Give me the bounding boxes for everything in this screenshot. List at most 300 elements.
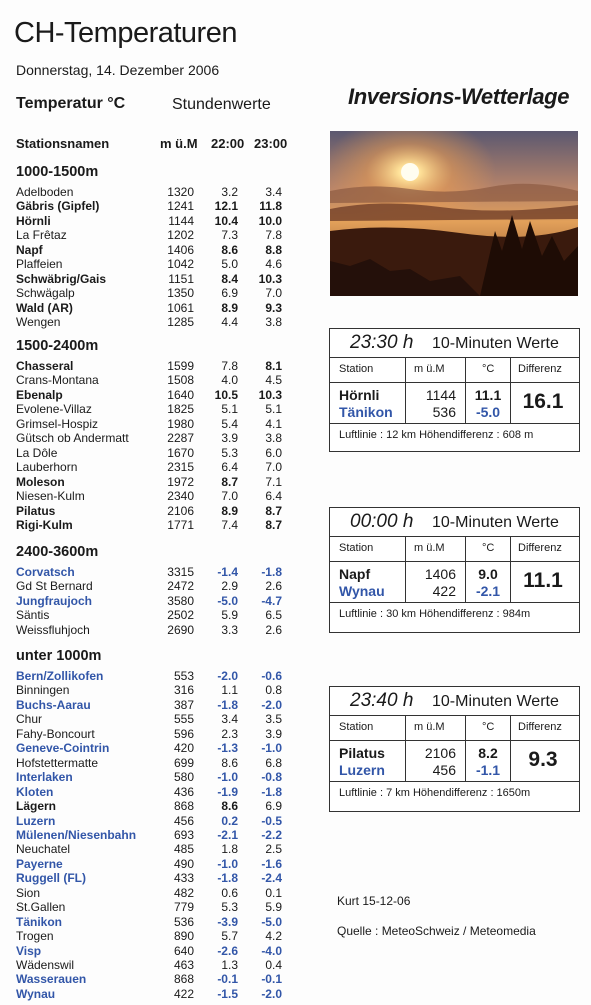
box-station-2: Tänikon — [339, 404, 393, 420]
weather-headline: Inversions-Wetterlage — [348, 84, 570, 109]
temp-22h: -2.6 — [217, 943, 238, 958]
page-title: CH-Temperaturen — [14, 17, 237, 49]
station-altitude: 2287 — [167, 431, 194, 446]
station-name: Wengen — [16, 315, 61, 330]
table-row — [0, 257, 300, 271]
table-row — [0, 770, 300, 784]
temp-23h: -5.0 — [261, 914, 282, 929]
temp-22h: 7.4 — [221, 517, 238, 532]
temp-22h: 2.9 — [221, 579, 238, 594]
temp-22h: 7.3 — [221, 228, 238, 243]
station-altitude: 1241 — [167, 199, 194, 214]
station-name: Visp — [16, 943, 42, 958]
station-name: Sion — [16, 885, 41, 900]
table-row — [0, 185, 300, 199]
temp-23h: 8.7 — [265, 503, 282, 518]
temp-22h: 5.9 — [221, 608, 238, 623]
box-difference: 9.3 — [528, 748, 558, 771]
temp-23h: -1.6 — [261, 856, 282, 871]
box-hdr-altitude: m ü.M — [414, 721, 445, 733]
station-altitude: 868 — [173, 799, 194, 814]
box-temp-2: -5.0 — [475, 404, 501, 420]
station-altitude: 779 — [173, 900, 194, 915]
table-row — [0, 402, 300, 416]
table-row — [0, 886, 300, 900]
box-station-1: Napf — [339, 566, 371, 582]
station-name: Jungfraujoch — [16, 593, 93, 608]
station-name: Bern/Zollikofen — [16, 669, 104, 683]
box-hdr-diff: Differenz — [518, 542, 562, 554]
temp-22h: 0.2 — [221, 813, 238, 828]
box-difference: 11.1 — [523, 569, 563, 592]
temp-22h: -0.1 — [217, 972, 238, 987]
table-row — [0, 301, 300, 315]
temp-23h: 0.4 — [265, 958, 282, 972]
box-label: 10-Minuten Werte — [432, 335, 559, 352]
table-row — [0, 623, 300, 637]
temp-22h: -1.0 — [217, 856, 238, 871]
temp-23h: -1.0 — [261, 741, 282, 756]
temp-23h: 8.1 — [265, 359, 282, 373]
temp-23h: -2.0 — [261, 697, 282, 712]
table-row — [0, 608, 300, 622]
temp-22h: -1.0 — [217, 770, 238, 785]
station-altitude: 485 — [173, 842, 194, 857]
box-time: 00:00 h — [350, 511, 414, 532]
table-row — [0, 243, 300, 257]
temp-22h: -1.8 — [217, 871, 238, 886]
station-name: Interlaken — [16, 770, 73, 785]
box-temp-2: -2.1 — [475, 583, 501, 599]
station-name: Napf — [16, 242, 43, 257]
table-row — [0, 431, 300, 445]
table-row — [0, 214, 300, 228]
temp-23h: -0.1 — [261, 972, 282, 987]
station-altitude: 387 — [173, 697, 194, 712]
temp-23h: -1.8 — [261, 784, 282, 799]
table-row — [0, 373, 300, 387]
station-name: Adelboden — [16, 185, 74, 199]
table-row — [0, 228, 300, 242]
station-name: Schwäbrig/Gais — [16, 271, 107, 286]
table-row — [0, 489, 300, 503]
box-footer: Luftlinie : 7 km Höhendifferenz : 1650m — [339, 787, 531, 799]
station-name: Rigi-Kulm — [16, 517, 73, 532]
temp-22h: -5.0 — [217, 593, 238, 608]
temp-22h: 4.0 — [221, 373, 238, 388]
temp-22h: 5.7 — [221, 929, 238, 944]
box-body — [330, 741, 579, 782]
station-name: Lägern — [16, 799, 57, 814]
temp-23h: 4.2 — [265, 929, 282, 944]
temp-23h: 7.8 — [265, 228, 282, 243]
temp-22h: 8.4 — [221, 271, 238, 286]
temp-23h: 3.8 — [265, 315, 282, 330]
ten-minute-box-3 — [329, 686, 580, 812]
temp-23h: 4.5 — [265, 373, 282, 388]
table-row — [0, 987, 300, 1001]
group-title: 2400-3600m — [16, 544, 99, 560]
box-altitude-2: 422 — [432, 583, 456, 599]
box-title-bar — [330, 329, 579, 358]
temp-22h: -1.5 — [217, 986, 238, 1001]
station-name: Ebenalp — [16, 387, 63, 402]
station-name: Wädenswil — [16, 958, 75, 972]
temp-23h: -0.6 — [261, 669, 282, 683]
temp-22h: 5.3 — [221, 445, 238, 460]
group-title: 1000-1500m — [16, 164, 99, 180]
station-name: Plaffeien — [16, 257, 63, 272]
temp-23h: 0.8 — [265, 683, 282, 698]
station-altitude: 640 — [173, 943, 194, 958]
temp-22h: 10.5 — [214, 387, 238, 402]
box-header-row — [330, 537, 579, 562]
station-name: Payerne — [16, 856, 63, 871]
temp-22h: 1.3 — [221, 958, 238, 972]
station-altitude: 1599 — [167, 359, 194, 373]
box-temp-1: 9.0 — [478, 566, 498, 582]
temp-23h: 3.9 — [265, 726, 282, 741]
temp-22h: 8.9 — [221, 503, 238, 518]
station-name: Fahy-Boncourt — [16, 726, 95, 741]
table-row — [0, 958, 300, 972]
box-altitude-2: 456 — [432, 762, 456, 778]
table-row — [0, 683, 300, 697]
station-altitude: 463 — [173, 958, 194, 972]
station-altitude: 1972 — [167, 474, 194, 489]
group-title: unter 1000m — [16, 648, 102, 664]
station-name: Niesen-Kulm — [16, 489, 85, 504]
temp-22h: 3.4 — [221, 712, 238, 727]
temp-23h: 6.4 — [265, 489, 282, 504]
table-row — [0, 475, 300, 489]
station-altitude: 596 — [173, 726, 194, 741]
temp-22h: 5.3 — [221, 900, 238, 915]
temp-23h: 3.4 — [265, 185, 282, 199]
station-name: Grimsel-Hospiz — [16, 416, 99, 431]
box-header-row — [330, 358, 579, 383]
station-altitude: 1406 — [167, 242, 194, 257]
station-altitude: 490 — [173, 856, 194, 871]
table-row — [0, 579, 300, 593]
table-row — [0, 388, 300, 402]
sunset-photo — [330, 131, 578, 296]
temp-23h: 3.5 — [265, 712, 282, 727]
station-altitude: 1670 — [167, 445, 194, 460]
temp-22h: 3.3 — [221, 622, 238, 637]
temp-22h: 3.2 — [221, 185, 238, 199]
box-hdr-temp: °C — [482, 542, 495, 554]
box-footer: Luftlinie : 12 km Höhendifferenz : 608 m — [339, 429, 534, 441]
temp-23h: 2.6 — [265, 622, 282, 637]
temp-22h: 8.6 — [221, 799, 238, 814]
box-hdr-altitude: m ü.M — [414, 363, 445, 375]
box-hdr-station: Station — [339, 542, 374, 554]
ten-minute-box-1 — [329, 328, 580, 452]
table-row — [0, 828, 300, 842]
table-row — [0, 698, 300, 712]
temp-23h: 4.1 — [265, 416, 282, 431]
station-altitude: 536 — [173, 914, 194, 929]
temp-23h: 6.5 — [265, 608, 282, 623]
station-altitude: 1640 — [167, 387, 194, 402]
temp-23h: 10.3 — [258, 271, 282, 286]
temperature-heading: Temperatur °C — [16, 95, 126, 112]
temp-22h: 8.6 — [221, 755, 238, 770]
station-altitude: 2315 — [167, 460, 194, 475]
box-station-1: Pilatus — [339, 745, 385, 761]
temp-23h: 2.6 — [265, 579, 282, 594]
temp-22h: -2.1 — [217, 827, 238, 842]
box-body — [330, 562, 579, 603]
temp-23h: 0.1 — [265, 885, 282, 900]
station-altitude: 420 — [173, 741, 194, 756]
author-date: Kurt 15-12-06 — [337, 894, 411, 908]
temp-23h: 7.1 — [265, 474, 282, 489]
ten-minute-box-2 — [329, 507, 580, 633]
box-station-1: Hörnli — [339, 387, 380, 403]
box-footer: Luftlinie : 30 km Höhendifferenz : 984m — [339, 608, 531, 620]
temp-23h: 5.1 — [265, 402, 282, 417]
temp-22h: 7.0 — [221, 489, 238, 504]
table-row — [0, 727, 300, 741]
table-row — [0, 842, 300, 856]
temp-23h: 5.9 — [265, 900, 282, 915]
temp-22h: 1.1 — [221, 683, 238, 698]
table-column-header — [16, 136, 296, 152]
station-name: Weissfluhjoch — [16, 622, 90, 637]
table-row — [0, 199, 300, 213]
station-altitude: 580 — [173, 770, 194, 785]
box-header-row — [330, 716, 579, 741]
temp-22h: 5.1 — [221, 402, 238, 417]
station-name: Schwägalp — [16, 286, 75, 301]
station-altitude: 1350 — [167, 286, 194, 301]
box-hdr-diff: Differenz — [518, 363, 562, 375]
table-row — [0, 272, 300, 286]
box-station-2: Luzern — [339, 762, 385, 778]
station-altitude: 1508 — [167, 373, 194, 388]
station-name: Wynau — [16, 986, 56, 1001]
table-row — [0, 504, 300, 518]
station-name: Corvatsch — [16, 565, 75, 579]
temp-22h: 6.9 — [221, 286, 238, 301]
station-altitude: 2502 — [167, 608, 194, 623]
station-name: Chasseral — [16, 359, 74, 373]
box-hdr-temp: °C — [482, 721, 495, 733]
station-name: Luzern — [16, 813, 56, 828]
hourly-values-label: Stundenwerte — [172, 96, 271, 113]
box-label: 10-Minuten Werte — [432, 693, 559, 710]
station-altitude: 868 — [173, 972, 194, 987]
temp-23h: -2.2 — [261, 827, 282, 842]
temp-23h: 7.0 — [265, 460, 282, 475]
station-name: Binningen — [16, 683, 70, 698]
station-altitude: 456 — [173, 813, 194, 828]
box-title-bar — [330, 508, 579, 537]
station-altitude: 436 — [173, 784, 194, 799]
temp-22h: -1.8 — [217, 697, 238, 712]
station-name: Trogen — [16, 929, 54, 944]
station-name: Pilatus — [16, 503, 56, 518]
temp-23h: -0.8 — [261, 770, 282, 785]
box-body — [330, 383, 579, 424]
station-altitude: 1771 — [167, 517, 194, 532]
temp-23h: 6.0 — [265, 445, 282, 460]
temp-22h: 5.0 — [221, 257, 238, 272]
station-name: Wald (AR) — [16, 300, 73, 315]
station-altitude: 433 — [173, 871, 194, 886]
station-altitude: 3315 — [167, 565, 194, 579]
station-altitude: 693 — [173, 827, 194, 842]
table-row — [0, 594, 300, 608]
temp-22h: 12.1 — [214, 199, 238, 214]
station-name: Moleson — [16, 474, 65, 489]
station-name: Wasserauen — [16, 972, 87, 987]
station-name: La Frêtaz — [16, 228, 67, 243]
temp-22h: 5.4 — [221, 416, 238, 431]
temp-22h: 4.4 — [221, 315, 238, 330]
station-altitude: 2472 — [167, 579, 194, 594]
group-title: 1500-2400m — [16, 338, 99, 354]
column-station: Stationsnamen — [16, 136, 110, 151]
temp-22h: 1.8 — [221, 842, 238, 857]
station-altitude: 422 — [173, 986, 194, 1001]
station-name: Hofstettermatte — [16, 755, 99, 770]
temp-23h: -1.8 — [261, 565, 282, 579]
temp-23h: -0.5 — [261, 813, 282, 828]
temp-22h: 10.4 — [214, 213, 238, 228]
box-hdr-station: Station — [339, 363, 374, 375]
station-altitude: 3580 — [167, 593, 194, 608]
temp-22h: 8.6 — [221, 242, 238, 257]
box-title-bar — [330, 687, 579, 716]
station-altitude: 1285 — [167, 315, 194, 330]
station-altitude: 553 — [173, 669, 194, 683]
table-row — [0, 900, 300, 914]
station-name: Ruggell (FL) — [16, 871, 86, 886]
temp-22h: -1.3 — [217, 741, 238, 756]
temp-23h: -4.0 — [261, 943, 282, 958]
temp-23h: 10.0 — [258, 213, 282, 228]
box-hdr-altitude: m ü.M — [414, 542, 445, 554]
temp-23h: 8.7 — [265, 517, 282, 532]
table-row — [0, 857, 300, 871]
station-name: St.Gallen — [16, 900, 66, 915]
station-name: Säntis — [16, 608, 50, 623]
station-altitude: 2340 — [167, 489, 194, 504]
temp-23h: 3.8 — [265, 431, 282, 446]
station-name: Gäbris (Gipfel) — [16, 199, 100, 214]
temp-23h: -2.4 — [261, 871, 282, 886]
temp-23h: 7.0 — [265, 286, 282, 301]
temp-22h: 7.8 — [221, 359, 238, 373]
station-name: Crans-Montana — [16, 373, 99, 388]
source-line: Quelle : MeteoSchweiz / Meteomedia — [337, 924, 536, 938]
temp-23h: 4.6 — [265, 257, 282, 272]
table-row — [0, 286, 300, 300]
temp-23h: 8.8 — [265, 242, 282, 257]
station-name: Kloten — [16, 784, 54, 799]
station-altitude: 1061 — [167, 300, 194, 315]
station-altitude: 2106 — [167, 503, 194, 518]
box-temp-1: 11.1 — [474, 387, 502, 403]
station-name: Tänikon — [16, 914, 63, 929]
temp-23h: 2.5 — [265, 842, 282, 857]
temp-23h: 11.8 — [259, 199, 282, 214]
box-time: 23:30 h — [350, 332, 414, 353]
table-row — [0, 929, 300, 943]
station-name: Lauberhorn — [16, 460, 78, 475]
temp-22h: 2.3 — [221, 726, 238, 741]
station-name: Evolene-Villaz — [16, 402, 92, 417]
station-altitude: 555 — [173, 712, 194, 727]
station-name: Neuchatel — [16, 842, 71, 857]
temp-22h: -2.0 — [217, 669, 238, 683]
box-hdr-temp: °C — [482, 363, 495, 375]
temp-23h: 6.9 — [265, 799, 282, 814]
station-name: Chur — [16, 712, 43, 727]
table-row — [0, 871, 300, 885]
box-temp-1: 8.2 — [478, 745, 498, 761]
station-altitude: 699 — [173, 755, 194, 770]
table-row — [0, 565, 300, 579]
box-altitude-1: 1144 — [425, 387, 456, 403]
station-altitude: 1151 — [168, 271, 194, 286]
station-altitude: 1980 — [167, 416, 194, 431]
station-altitude: 1042 — [167, 257, 194, 272]
table-row — [0, 944, 300, 958]
temp-22h: -1.9 — [217, 784, 238, 799]
temp-22h: 0.6 — [221, 885, 238, 900]
box-altitude-1: 1406 — [424, 566, 456, 582]
table-row — [0, 756, 300, 770]
table-row — [0, 741, 300, 755]
table-row — [0, 446, 300, 460]
station-altitude: 1320 — [167, 185, 194, 199]
table-row — [0, 712, 300, 726]
table-row — [0, 315, 300, 329]
station-name: La Dôle — [16, 445, 58, 460]
box-difference: 16.1 — [522, 390, 564, 413]
table-row — [0, 669, 300, 683]
temp-22h: 6.4 — [221, 460, 238, 475]
station-altitude: 1825 — [167, 402, 194, 417]
station-name: Hörnli — [16, 213, 51, 228]
temp-23h: 10.3 — [258, 387, 282, 402]
box-hdr-diff: Differenz — [518, 721, 562, 733]
temp-22h: 8.9 — [221, 300, 238, 315]
table-row — [0, 417, 300, 431]
station-altitude: 2690 — [167, 622, 194, 637]
table-row — [0, 518, 300, 532]
date-line: Donnerstag, 14. Dezember 2006 — [16, 62, 220, 78]
box-temp-2: -1.1 — [475, 762, 501, 778]
station-name: Buchs-Aarau — [16, 697, 91, 712]
station-name: Geneve-Cointrin — [16, 741, 110, 756]
temp-22h: -1.4 — [217, 565, 238, 579]
temp-22h: 8.7 — [221, 474, 238, 489]
box-altitude-2: 536 — [432, 404, 456, 420]
station-name: Mülenen/Niesenbahn — [16, 827, 137, 842]
box-label: 10-Minuten Werte — [432, 514, 559, 531]
column-altitude: m ü.M — [160, 136, 198, 151]
station-altitude: 1202 — [167, 228, 194, 243]
station-altitude: 316 — [173, 683, 194, 698]
temp-22h: 3.9 — [221, 431, 238, 446]
temp-23h: 6.8 — [265, 755, 282, 770]
box-station-2: Wynau — [339, 583, 385, 599]
